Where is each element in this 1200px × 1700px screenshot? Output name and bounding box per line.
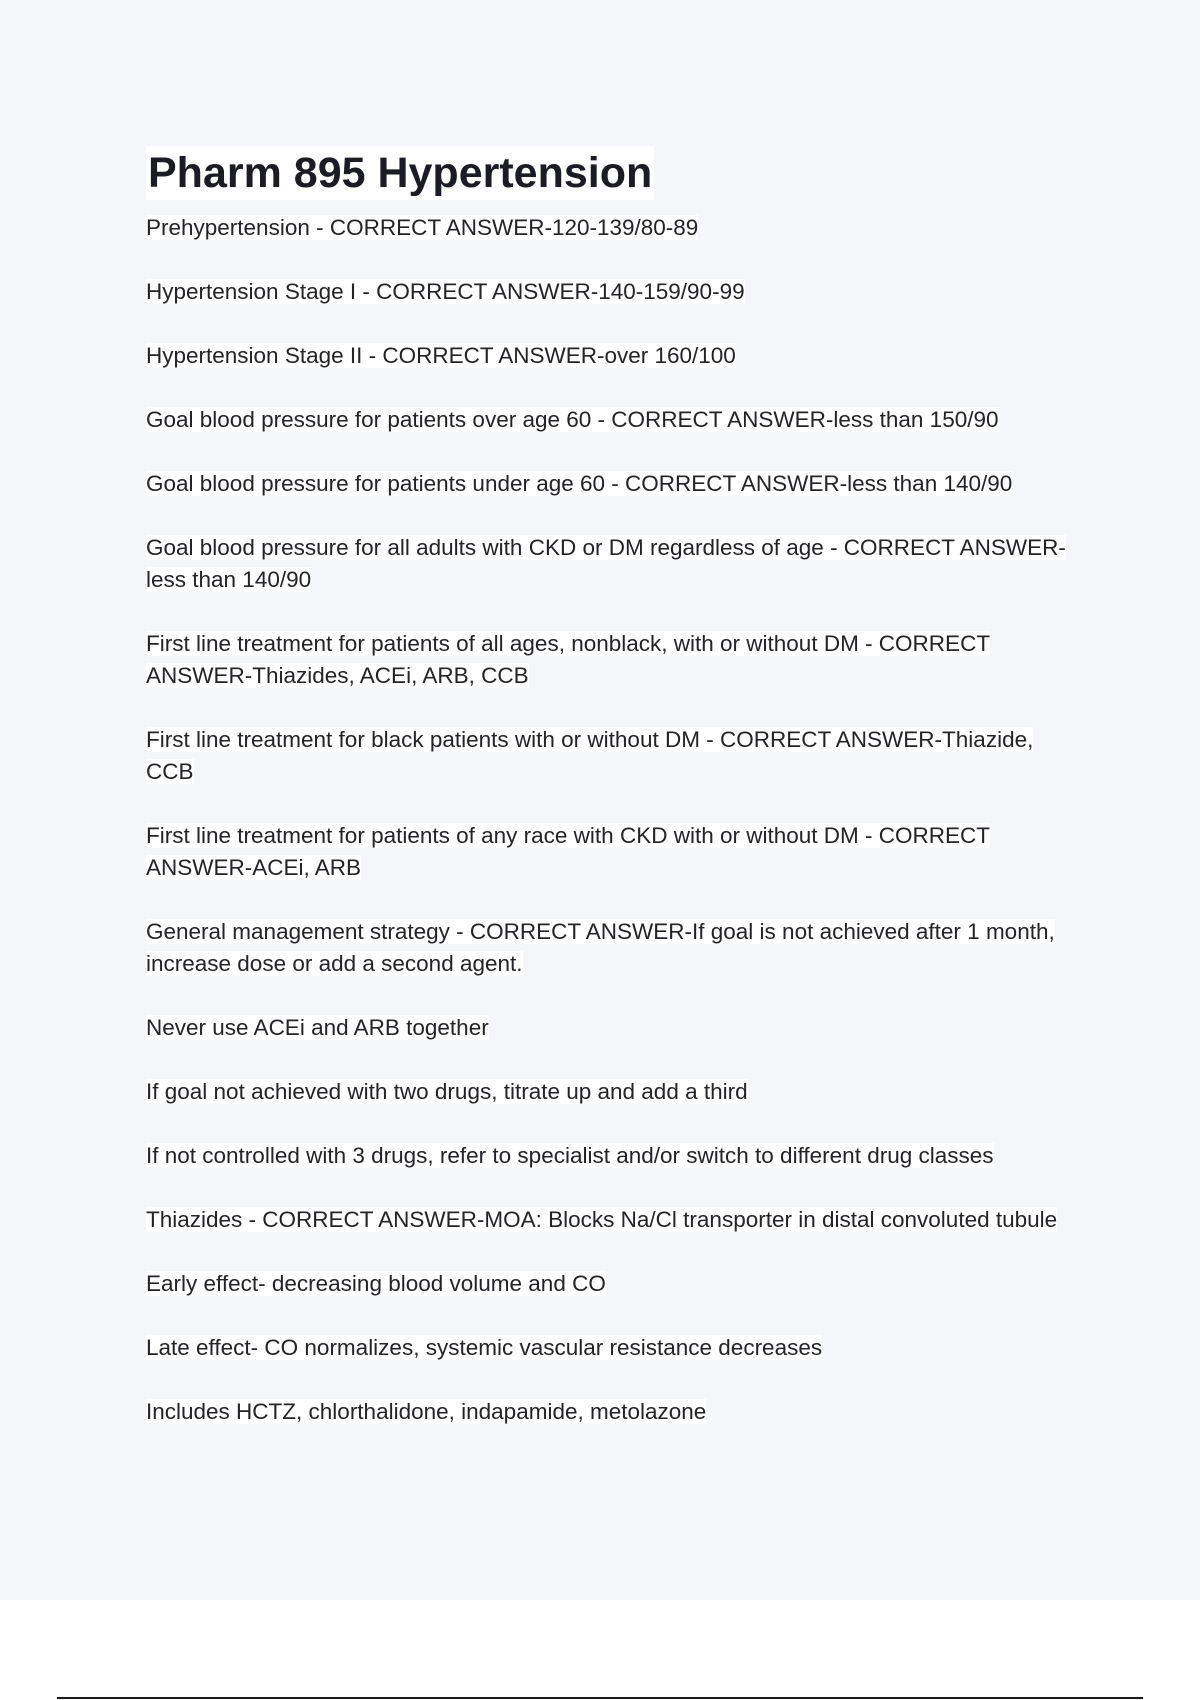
flashcard-entry: [146, 1268, 1066, 1300]
flashcard-entry: [146, 628, 1066, 692]
flashcard-entry: [146, 1396, 1066, 1428]
entry-text: Never use ACEi and ARB together: [146, 1015, 489, 1040]
entry-text: Goal blood pressure for patients over age 60 - CORRECT ANSWER-less than 150/90: [146, 407, 999, 432]
entry-text: General management strategy - CORRECT ANSWER-If goal is not achieved after 1 month, increase dose or add a second agent.: [146, 919, 1055, 976]
flashcard-entry: [146, 340, 1066, 372]
flashcard-entry: [146, 916, 1066, 980]
entry-text: Thiazides - CORRECT ANSWER-MOA: Blocks Na/Cl transporter in distal convoluted tubule: [146, 1207, 1058, 1232]
entry-text: Includes HCTZ, chlorthalidone, indapamide, metolazone: [146, 1399, 707, 1424]
flashcard-entry: [146, 724, 1066, 788]
flashcard-entry: [146, 1332, 1066, 1364]
flashcard-entry: [146, 1140, 1066, 1172]
entry-text: Late effect- CO normalizes, systemic vascular resistance decreases: [146, 1335, 823, 1360]
flashcard-entry: [146, 1012, 1066, 1044]
flashcard-entry: [146, 1076, 1066, 1108]
flashcard-entry: [146, 532, 1066, 596]
flashcard-entry: [146, 468, 1066, 500]
entry-text: Goal blood pressure for patients under age 60 - CORRECT ANSWER-less than 140/90: [146, 471, 1013, 496]
document-title: Pharm 895 Hypertension: [146, 146, 654, 200]
entry-text: First line treatment for patients of all ages, nonblack, with or without DM - CORRECT ANSWER-Thiazides, ACEi, ARB, CCB: [146, 631, 991, 688]
flashcard-entry: [146, 212, 1066, 244]
flashcard-entry: [146, 404, 1066, 436]
entry-text: First line treatment for black patients with or without DM - CORRECT ANSWER-Thiazide, CCB: [146, 727, 1034, 784]
entry-text: Prehypertension - CORRECT ANSWER-120-139/80-89: [146, 215, 699, 240]
flashcard-entry: [146, 1204, 1066, 1236]
entry-text: Hypertension Stage II - CORRECT ANSWER-over 160/100: [146, 343, 736, 368]
entry-text: Goal blood pressure for all adults with CKD or DM regardless of age - CORRECT ANSWER-less than 140/90: [146, 535, 1066, 592]
entry-text: Early effect- decreasing blood volume and CO: [146, 1271, 606, 1296]
document-content: [146, 146, 1066, 1460]
entry-text: If goal not achieved with two drugs, titrate up and add a third: [146, 1079, 748, 1104]
flashcard-entry: [146, 820, 1066, 884]
footer-divider: [57, 1697, 1143, 1699]
flashcard-entry: [146, 276, 1066, 308]
entry-text: If not controlled with 3 drugs, refer to specialist and/or switch to different drug classes: [146, 1143, 994, 1168]
entry-text: Hypertension Stage I - CORRECT ANSWER-140-159/90-99: [146, 279, 745, 304]
entry-text: First line treatment for patients of any race with CKD with or without DM - CORRECT ANSWER-ACEi, ARB: [146, 823, 991, 880]
